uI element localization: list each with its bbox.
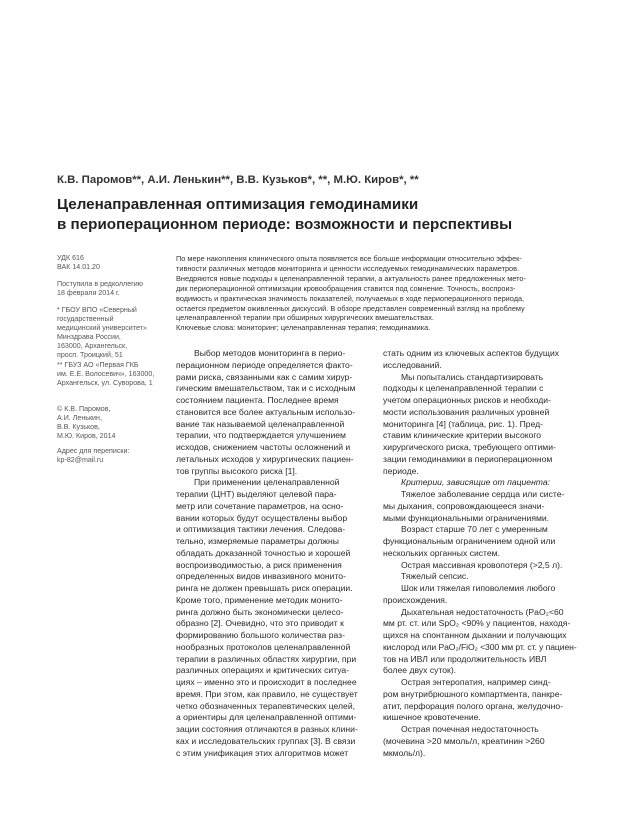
body-line: состоянием пациента. Последнее время [176, 395, 339, 405]
body-line: Выбор методов мониторинга в перио- [194, 348, 346, 358]
body-line: зации состояния отличаются в разных клини- [176, 724, 358, 734]
body-line: периоде. [383, 465, 419, 476]
body-line: образно [2]. Очевидно, что это приводит к [176, 618, 344, 629]
affiliation-line: им. Е.Е. Волосевич», 163000, [57, 369, 155, 378]
criteria-heading: Критерии, зависящие от пациента: [401, 477, 551, 488]
body-line: тельно, измеряемые параметры должны [176, 536, 339, 546]
body-line: ринга не должен превышать риск операции. [176, 583, 353, 593]
body-line: Тяжелый сепсис. [401, 571, 469, 582]
correspondence-email: kp-82@mail.ru [57, 456, 104, 465]
body-line: кишечное кровотечение. [383, 712, 481, 723]
affiliation-line: 163000, Архангельск, [57, 342, 128, 351]
body-line: нескольких органных систем. [383, 547, 500, 558]
body-line: Дыхательная недостаточность (PaO₂<60 [401, 606, 564, 617]
body-line: мы дыхания, сопровождающееся значи- [383, 500, 545, 511]
body-line: летальных исходов у хирургических пациен- [176, 453, 354, 464]
body-line: вании которых будут осуществлены выбор [176, 512, 348, 523]
received-label: Поступила в редколлегию [57, 280, 144, 288]
affiliation-line: Архангельск, ул. Суворова, 1 [57, 378, 153, 387]
abstract-line: дик периоперационной оптимизации кровообращения ставится под сомнение. Точность, воспроиз- [176, 283, 516, 293]
copyright-line: © К.В. Паромов, [57, 405, 111, 413]
body-line: мониторинга [4] (таблица, рис. 1). Пред- [383, 418, 544, 429]
affiliation-line: * ГБОУ ВПО «Северный [57, 306, 137, 314]
body-line: и оптимизация тактики лечения. Следова- [176, 524, 346, 535]
vak-code: ВАК 14.01.20 [57, 263, 100, 272]
affiliation-line: ** ГБУЗ АО «Первая ГКБ [57, 360, 139, 369]
keywords: Ключевые слова: мониторинг; целенаправленная терапия; гемодинамика. [176, 323, 431, 333]
body-line: Мы попытались стандартизировать [401, 371, 544, 382]
body-line: определенных видов инвазивного монито- [176, 571, 346, 582]
title-line: в периоперационном периоде: возможности и перспективы [57, 216, 513, 233]
body-line: хирургического риска, требующего оптими- [383, 442, 556, 452]
body-line: происхождения. [383, 594, 448, 605]
body-line: четко обозначенных терапевтических целей, [176, 700, 356, 711]
body-line: мости использования различных уровней [383, 406, 550, 417]
body-line: Шок или тяжелая гиповолемия любого [401, 583, 556, 593]
body-line: формированию большого количества раз- [176, 630, 345, 640]
abstract [176, 254, 576, 333]
body-line: терапии, что подтверждается улучшением [176, 430, 346, 441]
abstract-line: целенаправленной терапии при обширных хирургических вмешательствах. [176, 313, 434, 323]
body-line: различных операциях и критических ситуа- [176, 665, 350, 676]
body-line: Острая почечная недостаточность [401, 724, 539, 734]
body-line: перационном периоде определяется факто- [176, 359, 353, 370]
body-line: ках и исследовательских группах [3]. В связи [176, 735, 356, 746]
body-line: тов на ИВЛ или продолжительность ИВЛ [383, 653, 547, 664]
received-note [57, 280, 177, 298]
body-line: ставим клинические критерии высокого [383, 430, 542, 441]
body-line: с этим унификация этих алгоритмов может [176, 747, 349, 758]
body-line: учетом операционных рисков и необходи- [383, 395, 551, 405]
body-line: кислород или PaO₂/FiO₂ <300 мм рт. ст. у пациен- [383, 641, 577, 652]
body-line: мкмоль/л). [383, 747, 426, 758]
body-line: более двух суток). [383, 665, 457, 676]
copyright-line: В.В. Кузьков, [57, 423, 100, 432]
body-line: рами риска, связанными как с самим хирур- [176, 371, 353, 382]
body-line: Кроме того, применение методик монито- [176, 594, 343, 605]
body-line: функциональным ограничением одной или [383, 536, 556, 546]
correspondence-label: Адрес для переписки: [57, 447, 130, 455]
body-line: ром внутрибрюшного компартмента, панкре- [383, 688, 563, 699]
abstract-line: тивности различных методов мониторинга и ценности исследуемых гемодинамических параметров. [176, 263, 520, 273]
meta-codes [57, 254, 177, 272]
body-line: воспроизводимостью, а риск применения [176, 559, 342, 570]
body-line: тов группы высокого риска [1]. [176, 465, 298, 476]
affiliation-line: государственный [57, 315, 114, 324]
body-line: циях – именно это и происходит в последнее [176, 677, 357, 687]
copyright-line: М.Ю. Киров, 2014 [57, 432, 116, 441]
body-line: мм рт. ст. или SpO₂ <90% у пациентов, находя- [383, 618, 571, 629]
body-line: вание так называемой целенаправленной [176, 418, 345, 429]
body-column-left [176, 348, 373, 759]
body-line: (мочевина >20 ммоль/л, креатинин >260 [383, 735, 545, 746]
abstract-line: водимость и практическая значимость показателей, получаемых в ходе периоперационного периода, [176, 293, 525, 303]
body-line: обладать доказанной точностью и хорошей [176, 547, 351, 558]
body-line: исходов, снижением частоты осложнений и [176, 442, 351, 452]
abstract-line: Внедряются новые подходы к целенаправленной терапии, а актуальность ранее предложенных мето- [176, 273, 526, 283]
body-line: зации гемодинамики в периоперационном [383, 453, 553, 464]
body-line: а ориентиры для целенаправленной оптими- [176, 712, 357, 723]
udc-code: УДК 616 [57, 254, 84, 262]
body-line: исследований. [383, 359, 442, 370]
body-line: Острая массивная кровопотеря (>2,5 л). [401, 559, 563, 570]
body-line: подходы к целенаправленной терапии с [383, 383, 544, 394]
body-line: Острая энтеропатия, например синд- [401, 677, 551, 687]
body-line: Возраст старше 70 лет с умеренным [401, 524, 548, 535]
title-line: Целенаправленная оптимизация гемодинамики [57, 196, 419, 213]
affiliation-line: медицинский университет» [57, 324, 147, 333]
body-line: терапии (ЦНТ) выделяют целевой пара- [176, 489, 337, 499]
body-line: ринга должно быть экономически целесо- [176, 606, 344, 617]
authors: К.В. Паромов**, А.И. Ленькин**, В.В. Кузьков*, **, М.Ю. Киров*, ** [57, 174, 419, 186]
article-title [57, 195, 587, 235]
affiliation-line: просп. Троицкий, 51 [57, 351, 123, 360]
body-line: стать одним из ключевых аспектов будущих [383, 348, 560, 358]
body-line: нообразных протоколов целенаправленной [176, 641, 351, 652]
body-line: становится все более актуальным использо- [176, 406, 356, 417]
body-line: терапии в различных областях хирургии, при [176, 653, 357, 664]
body-line: Тяжелое заболевание сердца или систе- [401, 489, 565, 499]
received-date: 18 февраля 2014 г. [57, 289, 120, 298]
body-line: гическим вмешательством, так и с исходным [176, 383, 356, 394]
affiliation-line: Минздрава России, [57, 333, 121, 342]
affiliation [57, 306, 177, 388]
copyright [57, 405, 177, 441]
body-line: мыми функциональными ограничениями. [383, 512, 550, 523]
body-line: атит, перфорация полого органа, желудочно- [383, 700, 564, 711]
body-line: При применении целенаправленной [194, 477, 340, 488]
body-line: метр или сочетание параметров, на осно- [176, 500, 344, 511]
body-line: время. При этом, как правило, не существует [176, 688, 358, 699]
abstract-line: остается предметом оживленных дискуссий. В обзоре представлен современный взгляд на проблему [176, 303, 525, 313]
abstract-line: По мере накопления клинического опыта появляется все больше информации относительно эффек- [176, 254, 522, 263]
correspondence [57, 447, 177, 465]
body-line: щихся на спонтанном дыхании и получающих [383, 630, 567, 640]
copyright-line: А.И. Ленькин, [57, 414, 102, 423]
body-column-right [383, 348, 577, 759]
